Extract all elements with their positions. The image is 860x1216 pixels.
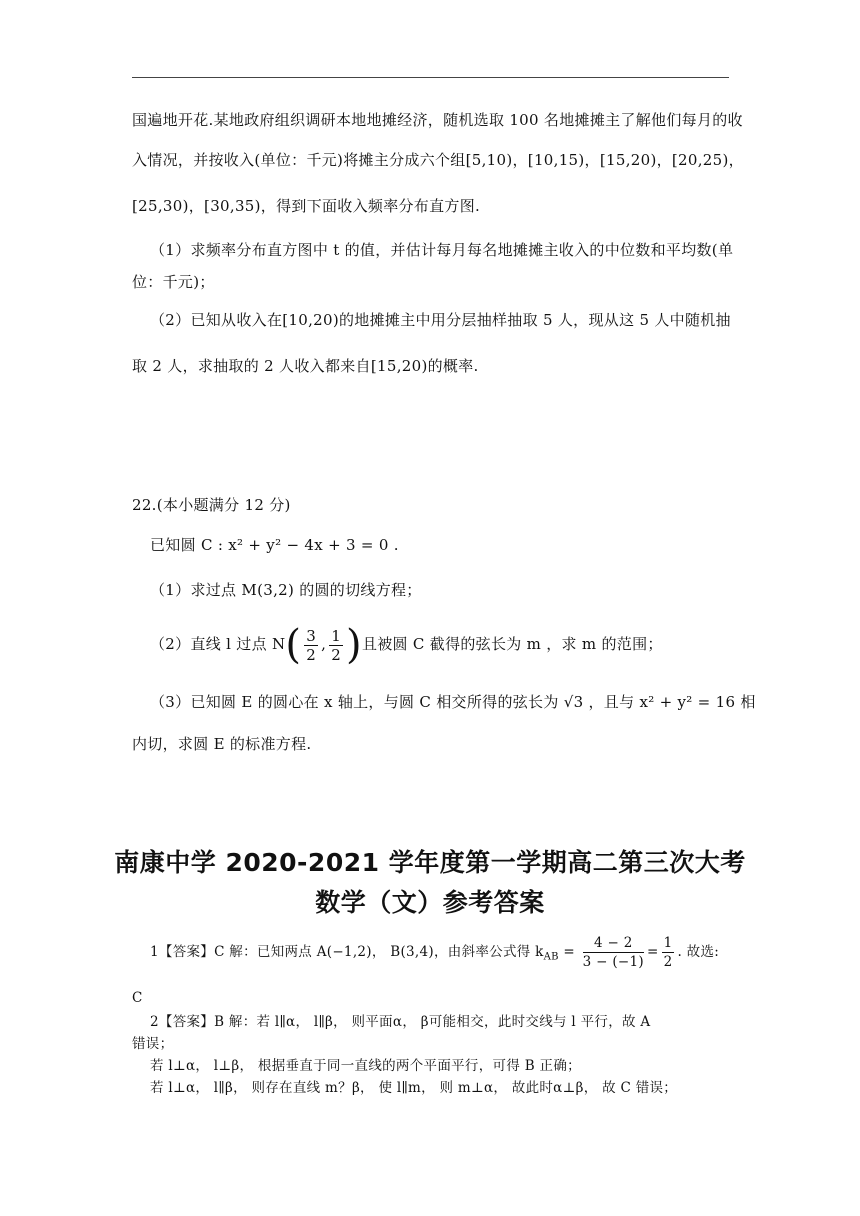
p21-question-2-line-2: 取 2 人，求抽取的 2 人收入都来自[15,20)的概率. <box>132 357 479 375</box>
close-paren: ) <box>346 622 362 668</box>
equals-sign: = <box>646 944 659 960</box>
answer-2-line-4: 若 l⊥α， l∥β， 则存在直线 m？β， 使 l∥m， 则 m⊥α， 故此时α⊥β， 故 C 错误； <box>150 1080 678 1096</box>
p22-question-3-line-2: 内切，求圆 E 的标准方程. <box>132 735 312 753</box>
fraction-one-half <box>329 627 343 664</box>
p22-question-2: （2）直线 l 过点 N( $\frac{3}{2}$ , $\frac{1}{2}$ )且被圆 C 截得的弦长为 m ，求 m 的范围； <box>150 622 663 668</box>
answers-title: 南康中学 2020-2021 学年度第一学期高二第三次大考 <box>114 848 746 877</box>
answer-2-line-2: 错误； <box>132 1036 174 1052</box>
fraction-denominator: 2 <box>306 645 317 664</box>
p21-question-1-line-1: （1）求频率分布直方图中 t 的值，并估计每月每名地摊摊主收入的中位数和平均数(单 <box>150 241 734 259</box>
p21-question-1-line-2: 位：千元)； <box>132 273 215 291</box>
answer-1-subscript: AB <box>543 951 559 963</box>
answer-2-line-3: 若 l⊥α， l⊥β， 根据垂直于同一直线的两个平面平行，可得 B 正确； <box>150 1058 581 1074</box>
fraction-denominator: 2 <box>331 645 342 664</box>
p22-header: 22.(本小题满分 12 分) <box>132 496 291 514</box>
header-rule <box>132 77 729 78</box>
fraction-numerator: 1 <box>663 935 673 951</box>
slope-fraction <box>583 934 644 971</box>
answers-subtitle: 数学（文）参考答案 <box>315 888 545 917</box>
open-paren: ( <box>285 622 302 668</box>
p22-given: 已知圆 C : x² + y² − 4x + 3 = 0 . <box>150 536 399 554</box>
fraction-denominator: 2 <box>663 954 673 970</box>
answer-2-line-1: 2【答案】B 解：若 l∥α， l∥β， 则平面α， β可能相交，此时交线与 l 平行，故 A <box>150 1014 651 1030</box>
answer-1-tail: . 故选: <box>677 944 720 960</box>
fraction-numerator: 1 <box>331 626 342 645</box>
p21-text-line-2: 入情况，并按收入(单位：千元)将摊主分成六个组[5,10)，[10,15)，[15,20)，[20,25)， <box>132 151 744 169</box>
fraction-denominator: 3 − (−1) <box>582 954 644 970</box>
p22-question-1: （1）求过点 M(3,2) 的圆的切线方程； <box>150 581 422 599</box>
fraction-one-half <box>662 934 675 971</box>
answer-1 <box>150 932 719 978</box>
fraction-numerator: 4 − 2 <box>583 934 644 953</box>
p22-q2-suffix: 且被圆 C 截得的弦长为 m ，求 m 的范围； <box>361 635 663 653</box>
p21-question-2-line-1: （2）已知从收入在[10,20)的地摊摊主中用分层抽样抽取 5 人，现从这 5 人中随机抽 <box>150 311 731 329</box>
p21-text-line-3: [25,30)，[30,35)，得到下面收入频率分布直方图. <box>132 197 481 215</box>
equals-sign: = <box>563 944 576 960</box>
answer-1-text: 1【答案】C 解：已知两点 A(−1,2)， B(3,4)，由斜率公式得 k <box>150 944 544 960</box>
fraction-three-halves <box>304 627 318 664</box>
p22-q2-prefix: （2）直线 l 过点 N <box>150 635 286 653</box>
fraction-numerator: 3 <box>306 626 317 645</box>
p22-question-3-line-1: （3）已知圆 E 的圆心在 x 轴上，与圆 C 相交所得的弦长为 √3 ，且与 x² + y² = 16 相 <box>150 693 756 711</box>
answer-1-continuation: C <box>132 990 143 1006</box>
p21-text-line-1: 国遍地开花.某地政府组织调研本地地摊经济，随机选取 100 名地摊摊主了解他们每月的收 <box>132 111 743 129</box>
